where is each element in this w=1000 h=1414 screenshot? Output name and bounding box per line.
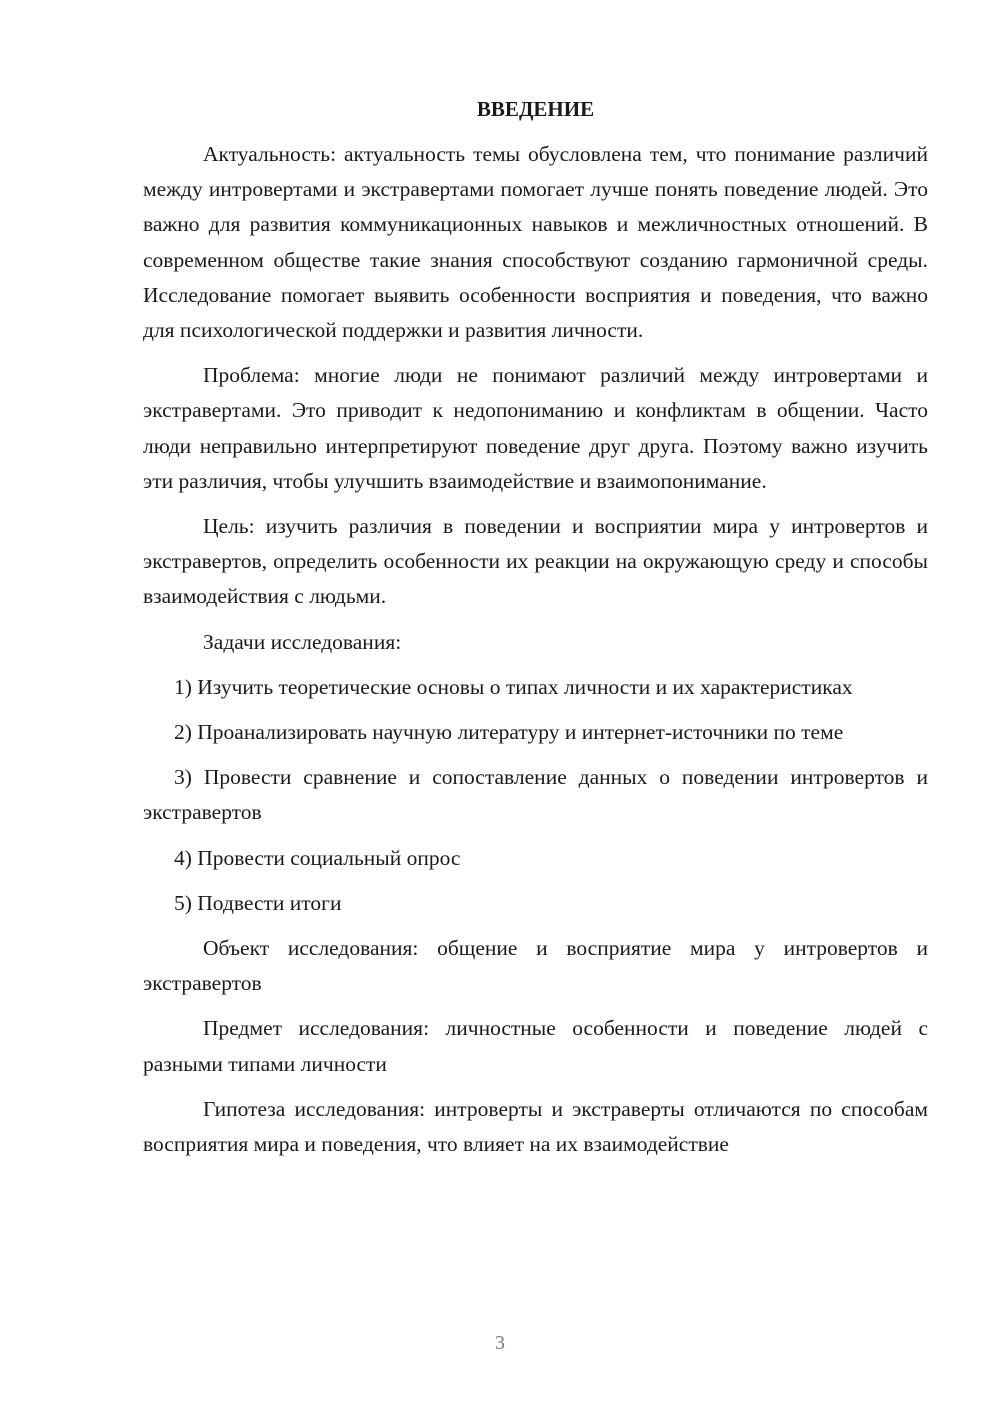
task-item-3: 3) Провести сравнение и сопоставление данных о поведении интровертов и экстравертов [143, 765, 928, 825]
task-item-4: 4) Провести социальный опрос [174, 845, 461, 870]
paragraph-tasks-heading: Задачи исследования: [203, 629, 402, 654]
document-page [143, 92, 928, 1172]
section-title: ВВЕДЕНИЕ [476, 97, 595, 121]
paragraph-hypothesis: Гипотеза исследования: интроверты и экстраверты отличаются по способам восприятия мира и поведения, что влияет на их взаимодействие [143, 1096, 928, 1157]
task-item-1: 1) Изучить теоретические основы о типах личности и их характеристиках [174, 674, 853, 699]
task-item-5: 5) Подвести итоги [174, 890, 342, 915]
paragraph-relevance: Актуальность: актуальность темы обусловлена тем, что понимание различий между интровертами и экстравертами помогает лучше понять поведение людей. Это важно для развития коммуникационных навыков и межличностных отношений. В современном обществе такие знания способствуют созданию гармоничной среды. Исследование помогает выявить особенности восприятия и поведения, что важно для психологической поддержки и развития личности. [143, 142, 928, 343]
task-item-2: 2) Проанализировать научную литературу и интернет-источники по теме [174, 720, 844, 745]
page-number: 3 [495, 1332, 505, 1354]
paragraph-subject: Предмет исследования: личностные особенности и поведение людей с разными типами личности [143, 1016, 928, 1076]
paragraph-goal: Цель: изучить различия в поведении и восприятии мира у интровертов и экстравертов, определить особенности их реакции на окружающую среду и способы взаимодействия с людьми. [143, 514, 928, 609]
paragraph-object: Объект исследования: общение и восприятие мира у интровертов и экстравертов [143, 936, 928, 996]
paragraph-problem: Проблема: многие люди не понимают различий между интровертами и экстравертами. Это приводит к недопониманию и конфликтам в общении. Часто люди неправильно интерпретируют поведение друг друга. Поэтому важно изучить эти различия, чтобы улучшить взаимодействие и взаимопонимание. [143, 363, 928, 493]
